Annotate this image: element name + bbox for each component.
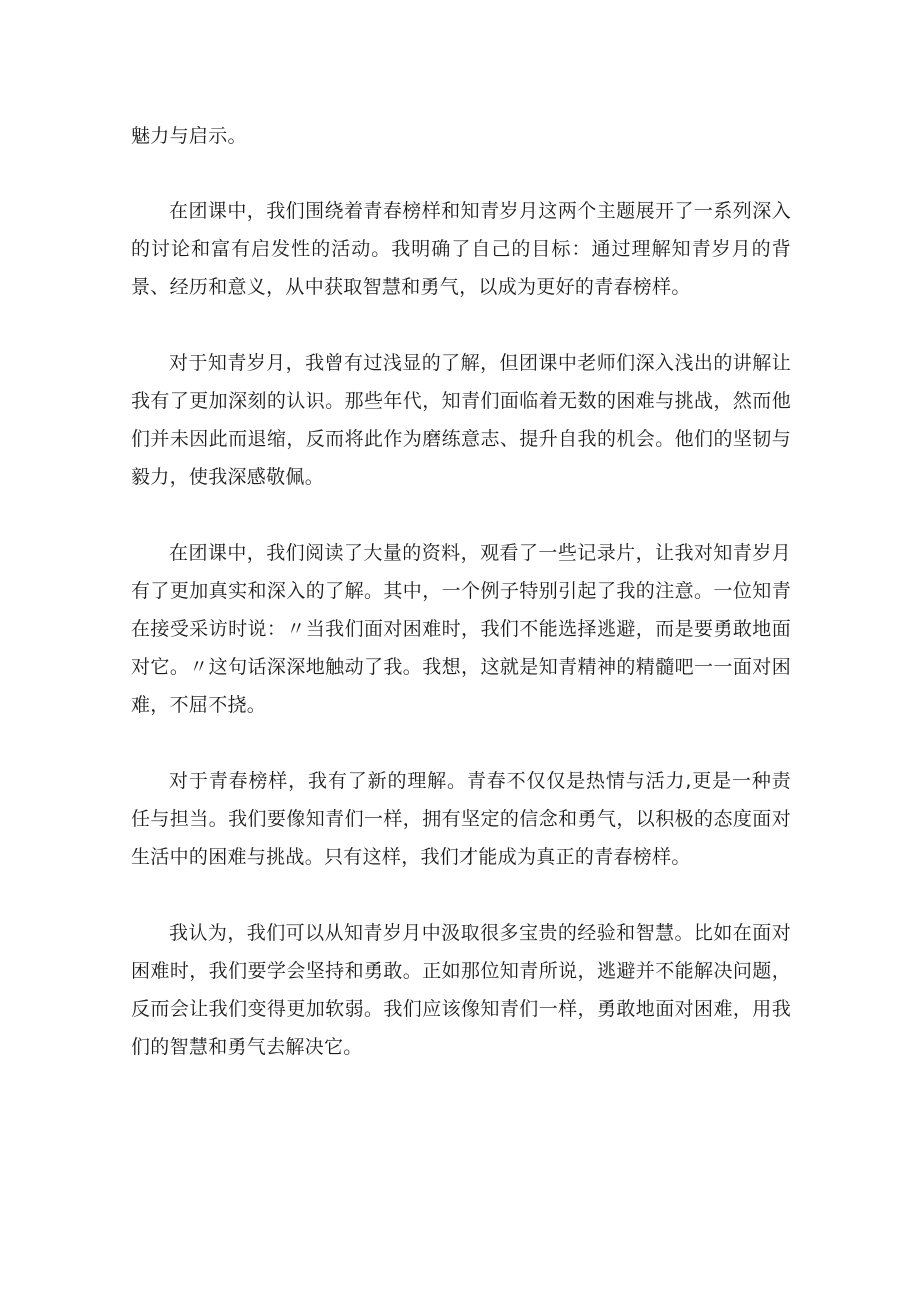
document-body — [131, 117, 791, 1104]
paragraph-lessons: 我认为，我们可以从知青岁月中汲取很多宝贵的经验和智慧。比如在面对困难时，我们要学会坚持和勇敢。正如那位知青所说，逃避并不能解决问题，反而会让我们变得更加软弱。我们应该像知青们一样，勇敢地面对困难，用我们的智慧和勇气去解决它。 — [131, 922, 791, 1058]
paragraph-understanding: 对于知青岁月，我曾有过浅显的了解，但团课中老师们深入浅出的讲解让我有了更加深刻的认识。那些年代，知青们面临着无数的困难与挑战，然而他们并未因此而退缩，反而将此作为磨练意志、提升自我的机会。他们的坚韧与毅力，使我深感敬佩。 — [131, 352, 791, 488]
paragraph-continuation: 魅力与启示。 — [131, 125, 247, 147]
paragraph-materials: 在团课中，我们阅读了大量的资料，观看了一些记录片，让我对知青岁月有了更加真实和深入的了解。其中，一个例子特别引起了我的注意。一位知青在接受采访时说：〃当我们面对困难时，我们不能选择逃避，而是要勇敢地面对它。〃这句话深深地触动了我。我想，这就是知青精神的精髓吧一一面对困难，不屈不挠。 — [131, 542, 791, 716]
paragraph-goal: 在团课中，我们围绕着青春榜样和知青岁月这两个主题展开了一系列深入的讨论和富有启发性的活动。我明确了自己的目标：通过理解知青岁月的背景、经历和意义，从中获取智慧和勇气，以成为更好的青春榜样。 — [131, 200, 791, 298]
paragraph-role-model: 对于青春榜样，我有了新的理解。青春不仅仅是热情与活力,更是一种责任与担当。我们要像知青们一样，拥有坚定的信念和勇气，以积极的态度面对生活中的困难与挑战。只有这样，我们才能成为真正的青春榜样。 — [131, 770, 791, 868]
